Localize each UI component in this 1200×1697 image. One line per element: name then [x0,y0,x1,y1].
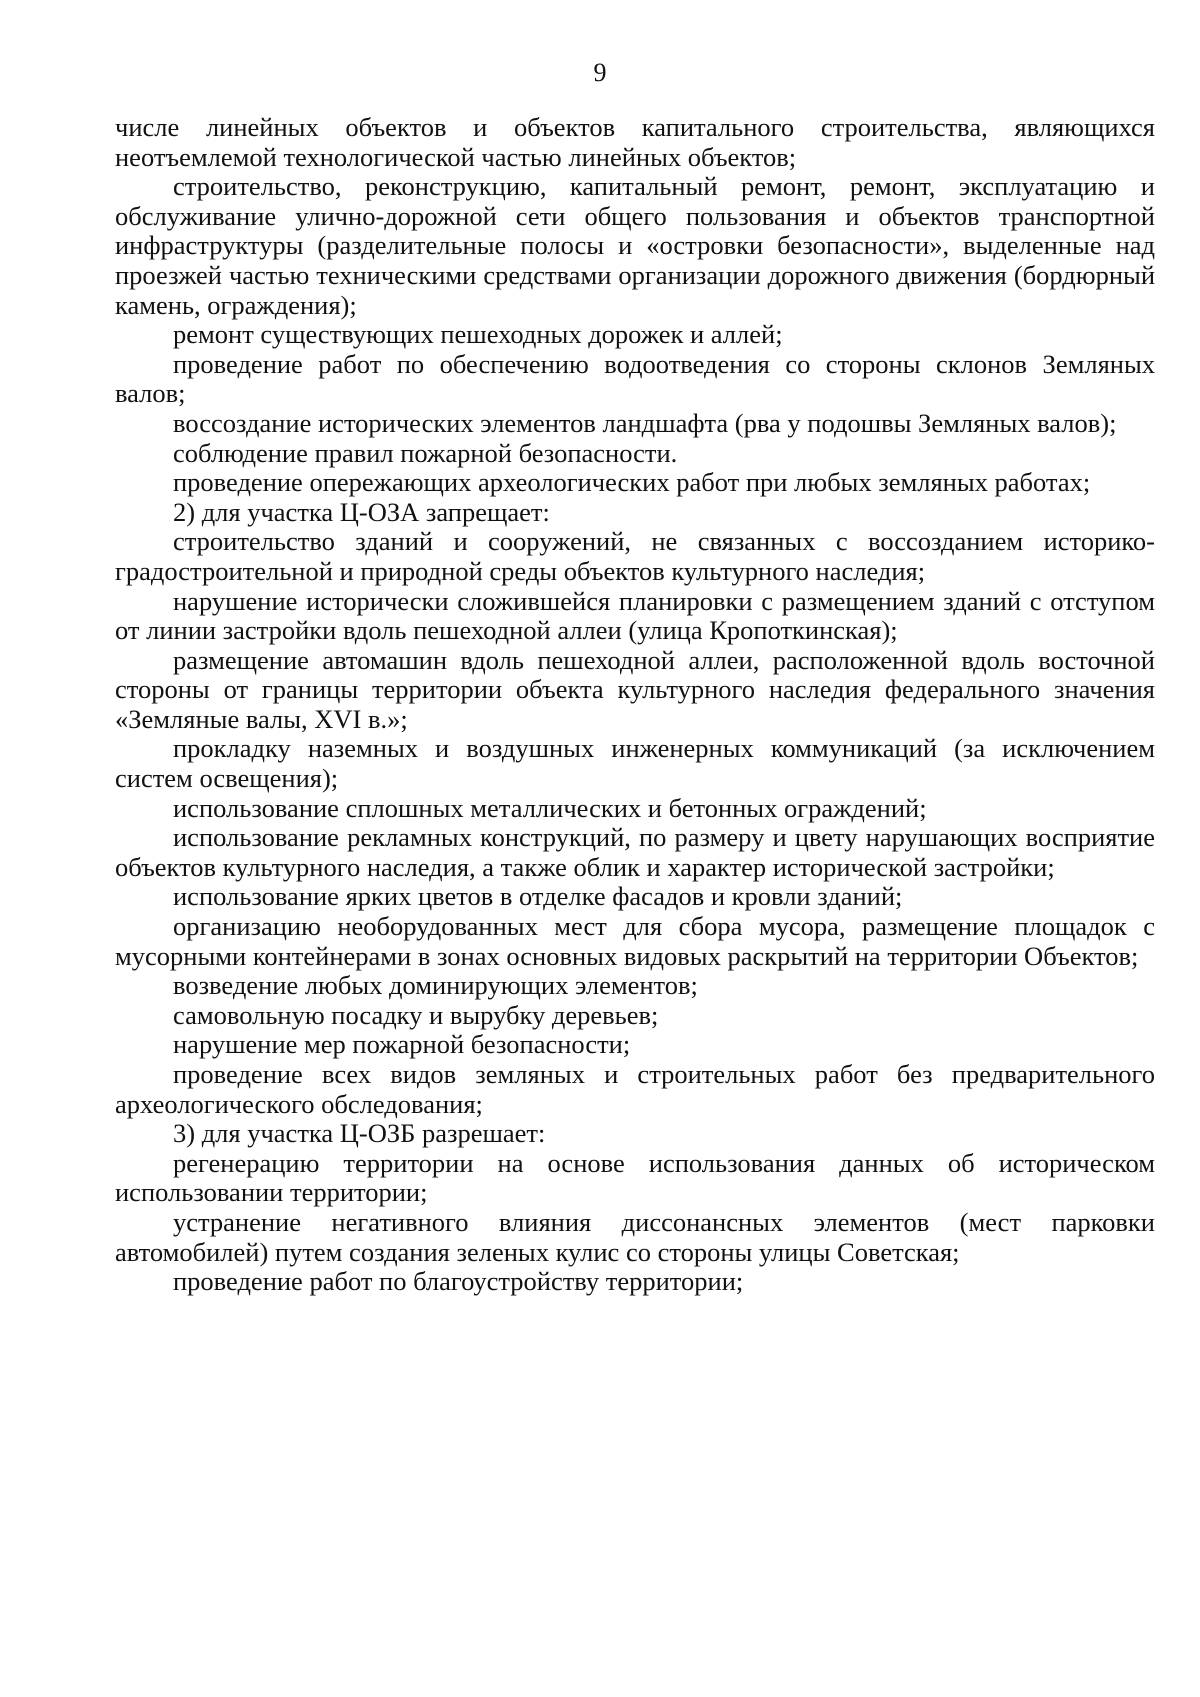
paragraph: организацию необорудованных мест для сбора мусора, размещение площадок с мусорными контейнерами в зонах основных видовых раскрытий на территории Объектов; [115,911,1155,971]
paragraph: проведение всех видов земляных и строительных работ без предварительного археологического обследования; [115,1059,1155,1119]
paragraph: соблюдение правил пожарной безопасности. [173,437,678,468]
paragraph: использование ярких цветов в отделке фасадов и кровли зданий; [173,881,903,912]
section-heading: 3) для участка Ц-ОЗБ разрешает: [173,1118,546,1149]
page-number: 9 [593,58,607,87]
paragraph: устранение негативного влияния диссонансных элементов (мест парковки автомобилей) путем создания зеленых кулис со стороны улицы Советская; [115,1206,1155,1267]
paragraph: проведение работ по благоустройству территории; [173,1266,744,1297]
paragraph: нарушение мер пожарной безопасности; [173,1029,631,1060]
paragraph: числе линейных объектов и объектов капитального строительства, являющихся неотъемлемой технологической частью линейных объектов; [115,112,1155,172]
paragraph: нарушение исторически сложившейся планировки с размещением зданий с отступом от линии застройки вдоль пешеходной аллеи (улица Кропоткинская); [115,585,1155,646]
paragraph: строительство, реконструкцию, капитальный ремонт, ремонт, эксплуатацию и обслуживание улично-дорожной сети общего пользования и объектов транспортной инфраструктуры (разделительные полосы и «островки безопасности», выделенные над проезжей частью техническими средствами организации дорожного движения (бордюрный камень, ограждения); [115,171,1155,320]
paragraph: воссоздание исторических элементов ландшафта (рва у подошвы Земляных валов); [173,407,1117,438]
section-heading: 2) для участка Ц-ОЗА запрещает: [173,496,550,527]
paragraph: размещение автомашин вдоль пешеходной аллеи, расположенной вдоль восточной стороны от границы территории объекта культурного наследия федерального значения «Земляные валы, XVI в.»; [115,644,1155,734]
paragraph: самовольную посадку и вырубку деревьев; [173,999,659,1030]
paragraph: строительство зданий и сооружений, не связанных с воссозданием историко-градостроительной и природной среды объектов культурного наследия; [115,526,1155,586]
document-body [115,113,1155,1297]
paragraph: прокладку наземных и воздушных инженерных коммуникаций (за исключением систем освещения); [115,733,1155,794]
paragraph: проведение работ по обеспечению водоотведения со стороны склонов Земляных валов; [115,348,1155,409]
paragraph: ремонт существующих пешеходных дорожек и аллей; [173,319,783,350]
paragraph: проведение опережающих археологических работ при любых земляных работах; [173,467,1091,498]
paragraph: использование рекламных конструкций, по размеру и цвету нарушающих восприятие объектов культурного наследия, а также облик и характер исторической застройки; [115,822,1155,882]
paragraph: регенерацию территории на основе использования данных об историческом использовании территории; [115,1147,1155,1208]
paragraph: использование сплошных металлических и бетонных ограждений; [173,792,927,823]
paragraph: возведение любых доминирующих элементов; [173,970,698,1001]
